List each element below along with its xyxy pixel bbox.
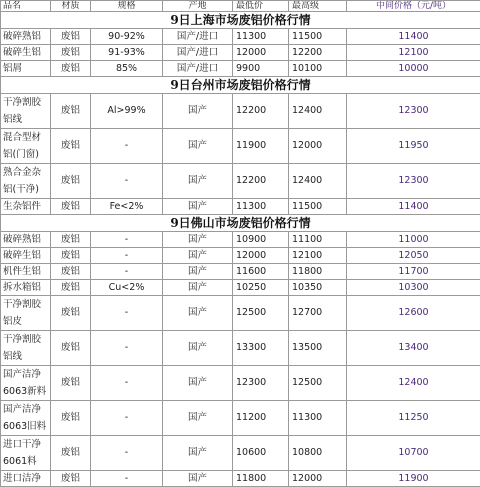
mid-price-cell: 11400	[347, 199, 480, 215]
low-price-cell: 12000	[233, 248, 289, 264]
low-price-cell: 12200	[233, 164, 289, 199]
material-cell: 废铝	[51, 129, 91, 164]
spec-cell: -	[91, 471, 163, 487]
table-row	[1, 401, 480, 436]
product-name-cell: 混合型材铝(门窗)	[1, 129, 51, 164]
mid-price-cell: 12600	[347, 296, 480, 331]
material-cell: 废铝	[51, 471, 91, 487]
high-price-cell: 11500	[289, 29, 347, 45]
mid-price-cell: 10300	[347, 280, 480, 296]
product-name-cell: 国产洁净6063旧料	[1, 401, 51, 436]
low-price-cell: 11600	[233, 264, 289, 280]
spec-cell: -	[91, 164, 163, 199]
origin-cell: 国产	[163, 264, 233, 280]
spec-cell: -	[91, 264, 163, 280]
low-price-cell: 11900	[233, 129, 289, 164]
spec-cell: Fe<2%	[91, 199, 163, 215]
mid-price-cell: 11250	[347, 401, 480, 436]
product-name-cell: 进口干净6061料	[1, 436, 51, 471]
table-row	[1, 232, 480, 248]
mid-price-cell: 12400	[347, 366, 480, 401]
product-name-cell: 破碎生铝	[1, 45, 51, 61]
spec-cell: -	[91, 436, 163, 471]
spec-cell: 85%	[91, 61, 163, 77]
low-price-cell: 12200	[233, 94, 289, 129]
product-name-cell: 拆水箱铝	[1, 280, 51, 296]
origin-cell: 国产/进口	[163, 45, 233, 61]
high-price-cell: 12000	[289, 471, 347, 487]
header-row	[1, 1, 480, 12]
low-price-cell: 10600	[233, 436, 289, 471]
table-row	[1, 331, 480, 366]
material-cell: 废铝	[51, 232, 91, 248]
high-price-cell: 12100	[289, 248, 347, 264]
spec-cell: -	[91, 248, 163, 264]
low-price-cell: 12000	[233, 45, 289, 61]
product-name-cell: 破碎熟铝	[1, 232, 51, 248]
table-row	[1, 366, 480, 401]
product-name-cell: 干净割胶铝线	[1, 94, 51, 129]
high-price-cell: 11300	[289, 401, 347, 436]
high-price-cell: 12200	[289, 45, 347, 61]
header-origin: 产地	[163, 1, 233, 12]
table-row	[1, 129, 480, 164]
section-title-row	[1, 12, 480, 29]
low-price-cell: 11300	[233, 29, 289, 45]
mid-price-cell: 10000	[347, 61, 480, 77]
table-row	[1, 45, 480, 61]
origin-cell: 国产	[163, 280, 233, 296]
material-cell: 废铝	[51, 264, 91, 280]
section-title: 9日佛山市场废铝价格行情	[1, 215, 480, 232]
low-price-cell: 13300	[233, 331, 289, 366]
material-cell: 废铝	[51, 29, 91, 45]
low-price-cell: 10250	[233, 280, 289, 296]
mid-price-cell: 12300	[347, 164, 480, 199]
mid-price-cell: 12050	[347, 248, 480, 264]
origin-cell: 国产	[163, 331, 233, 366]
material-cell: 废铝	[51, 280, 91, 296]
table-row	[1, 264, 480, 280]
product-name-cell: 机件生铝	[1, 264, 51, 280]
origin-cell: 国产/进口	[163, 29, 233, 45]
material-cell: 废铝	[51, 199, 91, 215]
mid-price-cell: 11400	[347, 29, 480, 45]
header-spec: 规格	[91, 1, 163, 12]
table-row	[1, 199, 480, 215]
mid-price-cell: 13400	[347, 331, 480, 366]
high-price-cell: 12400	[289, 94, 347, 129]
low-price-cell: 12500	[233, 296, 289, 331]
section-title: 9日台州市场废铝价格行情	[1, 77, 480, 94]
table-row	[1, 29, 480, 45]
mid-price-cell: 11700	[347, 264, 480, 280]
origin-cell: 国产	[163, 94, 233, 129]
low-price-cell: 9900	[233, 61, 289, 77]
spec-cell: -	[91, 296, 163, 331]
high-price-cell: 11800	[289, 264, 347, 280]
high-price-cell: 12400	[289, 164, 347, 199]
origin-cell: 国产	[163, 199, 233, 215]
high-price-cell: 11500	[289, 199, 347, 215]
section-title: 9日上海市场废铝价格行情	[1, 12, 480, 29]
table-row	[1, 61, 480, 77]
material-cell: 废铝	[51, 164, 91, 199]
product-name-cell: 铝屑	[1, 61, 51, 77]
low-price-cell: 11300	[233, 199, 289, 215]
product-name-cell: 破碎熟铝	[1, 29, 51, 45]
material-cell: 废铝	[51, 366, 91, 401]
high-price-cell: 12500	[289, 366, 347, 401]
origin-cell: 国产	[163, 471, 233, 487]
origin-cell: 国产	[163, 436, 233, 471]
mid-price-cell: 11950	[347, 129, 480, 164]
table-row	[1, 280, 480, 296]
table-row	[1, 471, 480, 487]
high-price-cell: 10350	[289, 280, 347, 296]
origin-cell: 国产	[163, 164, 233, 199]
origin-cell: 国产	[163, 248, 233, 264]
product-name-cell: 干净割胶铝皮	[1, 296, 51, 331]
spec-cell: -	[91, 401, 163, 436]
header-high-price: 最高级	[289, 1, 347, 12]
product-name-cell: 干净割胶铝线	[1, 331, 51, 366]
origin-cell: 国产	[163, 401, 233, 436]
mid-price-cell: 12100	[347, 45, 480, 61]
material-cell: 废铝	[51, 248, 91, 264]
origin-cell: 国产	[163, 232, 233, 248]
table-row	[1, 248, 480, 264]
origin-cell: 国产	[163, 366, 233, 401]
spec-cell: -	[91, 331, 163, 366]
spec-cell: 91-93%	[91, 45, 163, 61]
header-mid-price: 中间价格（元/吨）	[347, 1, 480, 12]
section-title-row	[1, 215, 480, 232]
origin-cell: 国产	[163, 129, 233, 164]
high-price-cell: 13500	[289, 331, 347, 366]
low-price-cell: 10900	[233, 232, 289, 248]
origin-cell: 国产/进口	[163, 61, 233, 77]
high-price-cell: 10100	[289, 61, 347, 77]
high-price-cell: 10800	[289, 436, 347, 471]
mid-price-cell: 12300	[347, 94, 480, 129]
section-title-row	[1, 77, 480, 94]
header-material: 材质	[51, 1, 91, 12]
material-cell: 废铝	[51, 296, 91, 331]
material-cell: 废铝	[51, 94, 91, 129]
mid-price-cell: 11000	[347, 232, 480, 248]
spec-cell: -	[91, 232, 163, 248]
header-low-price: 最低价	[233, 1, 289, 12]
high-price-cell: 12000	[289, 129, 347, 164]
product-name-cell: 破碎生铝	[1, 248, 51, 264]
material-cell: 废铝	[51, 436, 91, 471]
spec-cell: -	[91, 129, 163, 164]
low-price-cell: 11200	[233, 401, 289, 436]
table-row	[1, 164, 480, 199]
spec-cell: -	[91, 366, 163, 401]
mid-price-cell: 10700	[347, 436, 480, 471]
high-price-cell: 12700	[289, 296, 347, 331]
spec-cell: 90-92%	[91, 29, 163, 45]
product-name-cell: 生杂铝件	[1, 199, 51, 215]
product-name-cell: 进口洁净	[1, 471, 51, 487]
low-price-cell: 12300	[233, 366, 289, 401]
mid-price-cell: 11900	[347, 471, 480, 487]
high-price-cell: 11100	[289, 232, 347, 248]
low-price-cell: 11800	[233, 471, 289, 487]
header-name: 品名	[1, 1, 51, 12]
table-row	[1, 436, 480, 471]
material-cell: 废铝	[51, 45, 91, 61]
product-name-cell: 国产洁净6063新料	[1, 366, 51, 401]
material-cell: 废铝	[51, 401, 91, 436]
product-name-cell: 熟合金杂铝(干净)	[1, 164, 51, 199]
material-cell: 废铝	[51, 61, 91, 77]
spec-cell: Al>99%	[91, 94, 163, 129]
table-row	[1, 296, 480, 331]
origin-cell: 国产	[163, 296, 233, 331]
spec-cell: Cu<2%	[91, 280, 163, 296]
material-cell: 废铝	[51, 331, 91, 366]
table-row	[1, 94, 480, 129]
price-table-body	[1, 1, 480, 487]
